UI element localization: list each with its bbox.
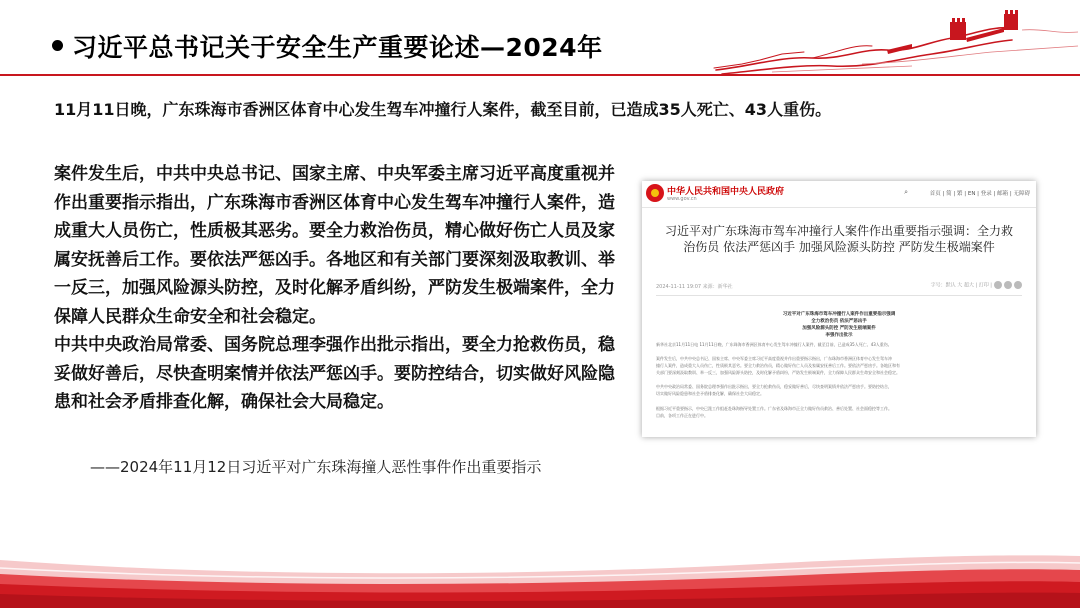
paragraph-premier: 中共中央政治局常委、国务院总理李强作出批示指出，要全力抢救伤员，稳妥做好善后，尽快查明案情并依法严惩凶手。要防控结合，切实做好风险隐患和社会矛盾排查化解，确保社会大局稳定。 [54, 335, 615, 412]
news-subheads [702, 311, 976, 339]
news-subhead: 加强风险源头防控 严防发生极端案件 [802, 326, 876, 331]
news-divider [656, 295, 1022, 296]
news-screenshot [642, 181, 1036, 437]
news-headline: 习近平对广东珠海市驾车冲撞行人案件作出重要指示强调：全力救治伤员 依法严惩凶手 加强风险源头防控 严防发生极端案件 [664, 224, 1013, 254]
paragraph-instruction: 案件发生后，中共中央总书记、国家主席、中央军委主席习近平高度重视并作出重要指示指出，广东珠海市香洲区体育中心发生驾车冲撞行人案件，造成重大人员伤亡，性质极其恶劣。要全力救治伤员，精心做好伤亡人员及家属安抚善后工作。要依法严惩凶手。各地区和有关部门要深刻汲取教训、举一反三，加强风险源头防控，及时化解矛盾纠纷，严防发生极端案件，全力保障人民群众生命安全和社会稳定。 [54, 164, 615, 327]
share-icon [994, 281, 1002, 289]
news-subhead: 全力救治伤员 依法严惩凶手 [811, 319, 867, 324]
news-meta [656, 281, 1022, 291]
main-text [54, 160, 620, 417]
intro-text: 11月11日晚，广东珠海市香洲区体育中心发生驾车冲撞行人案件，截至目前，已造成35人死亡、43人重伤。 [54, 100, 832, 119]
news-paragraph [656, 383, 1022, 397]
source-citation: ——2024年11月12日习近平对广东珠海撞人恶性事件作出重要指示 [90, 458, 542, 476]
search-icon: ⌕ [904, 188, 908, 196]
site-nav: 首页 | 简 | 繁 | EN | 登录 | 邮箱 | 无障碍 [929, 191, 1030, 197]
news-line: 撞行人案件，造成重大人员伤亡，性质极其恶劣。要全力救治伤员，精心做好伤亡人员及家属安抚善后工作。要依法严惩凶手。各地区和有 [656, 363, 900, 368]
news-paragraph [656, 341, 1022, 348]
news-paragraph [656, 405, 1022, 419]
news-line: 新华社北京11月11日电 11月11日晚，广东珠海市香洲区体育中心发生驾车冲撞行人案件，截至目前，已造成35人死亡、43人重伤。 [656, 342, 892, 347]
news-subhead: 李强作出批示 [825, 333, 853, 338]
site-name: 中华人民共和国中央人民政府 [667, 187, 785, 197]
news-line: 切实做好风险隐患和社会矛盾排查化解，确保社会大局稳定。 [656, 391, 764, 396]
national-emblem-icon [646, 184, 664, 202]
news-site-header [642, 181, 1036, 208]
share-icon [1004, 281, 1012, 289]
news-line: 根据习近平重要指示，中央已派工作组赶赴珠海指导处置工作。广东省及珠海市正全力做好伤员救治、善后处置、社会面稳控等工作。 [656, 406, 892, 411]
great-wall-decoration [712, 8, 1080, 78]
font-size-options: 字号：默认 大 超大 | 打印 | [930, 282, 992, 289]
news-line: 目前，各项工作正在进行中。 [656, 413, 708, 418]
news-subhead: 习近平对广东珠海市驾车冲撞行人案件作出重要指示强调 [782, 312, 896, 317]
bottom-wave-decoration [0, 520, 1080, 608]
news-line: 案件发生后，中共中央总书记、国家主席、中央军委主席习近平高度重视并作出重要指示指出，广东珠海市香洲区体育中心发生驾车冲 [656, 356, 892, 361]
news-tools [931, 281, 1022, 289]
header-divider [0, 74, 1080, 76]
share-icon [1014, 281, 1022, 289]
title-bullet [52, 40, 63, 51]
news-date-source: 2024-11-11 19:07 来源：新华社 [656, 284, 733, 290]
page-title: 习近平总书记关于安全生产重要论述—2024年 [72, 33, 603, 62]
news-paragraph [656, 355, 1022, 376]
news-line: 关部门要深刻汲取教训、举一反三，加强风险源头防控，及时化解矛盾纠纷，严防发生极端案件，全力保障人民群众生命安全和社会稳定。 [656, 370, 900, 375]
site-url: www.gov.cn [667, 196, 697, 202]
news-line: 中共中央政治局常委、国务院总理李强作出批示指出，要全力抢救伤员，稳妥做好善后，尽快查明案情并依法严惩凶手。要防控结合， [656, 384, 892, 389]
